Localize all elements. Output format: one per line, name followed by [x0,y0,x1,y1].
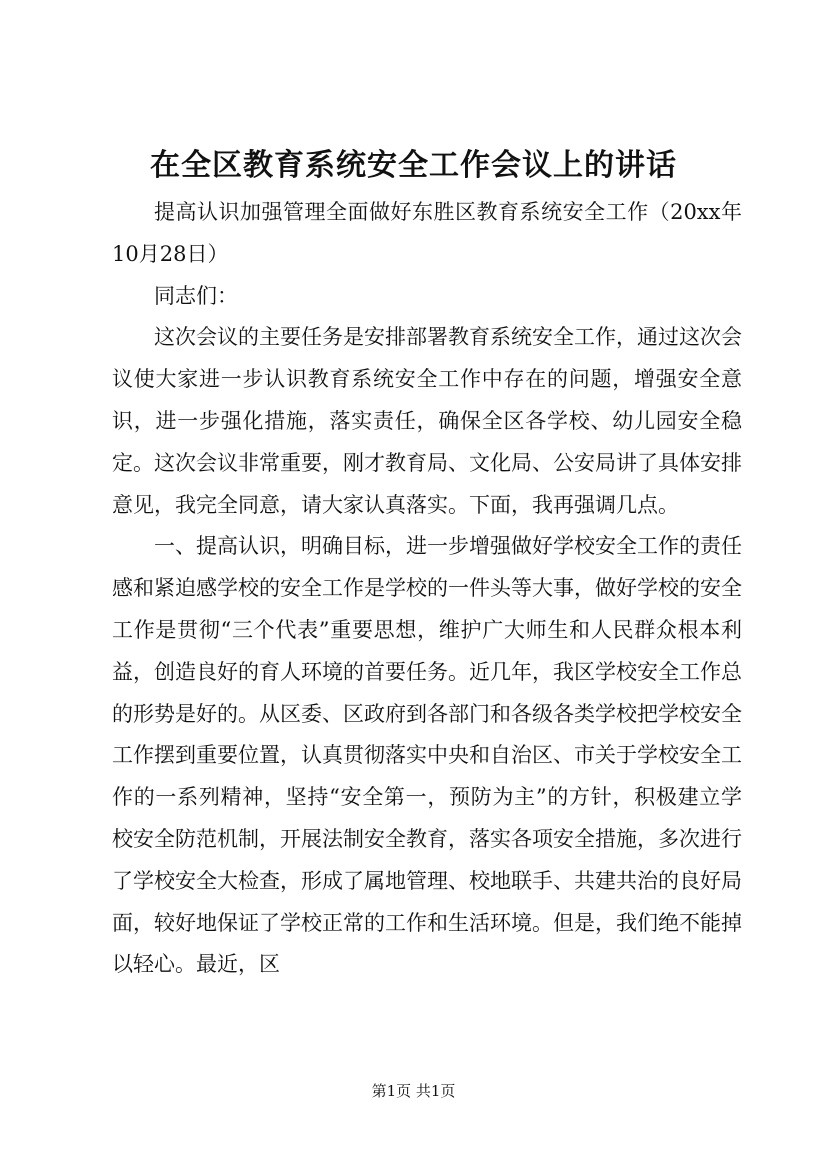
document-body [112,192,742,986]
paragraph-subtitle: 提高认识加强管理全面做好东胜区教育系统安全工作（20xx年10月28日） [112,200,742,266]
document-title: 在全区教育系统安全工作会议上的讲话 [150,148,677,183]
page-footer: 第1页 共1页 [371,1082,456,1100]
paragraph-section-one: 一、提高认识，明确目标，进一步增强做好学校安全工作的责任感和紧迫感学校的安全工作是学校的一件头等大事，做好学校的安全工作是贯彻“三个代表”重要思想，维护广大师生和人民群众根本利益，创造良好的育人环境的首要任务。近几年，我区学校安全工作总的形势是好的。从区委、区政府到各部门和各级各类学校把学校安全工作摆到重要位置，认真贯彻落实中央和自治区、市关于学校安全工作的一系列精神，坚持“安全第一，预防为主”的方针，积极建立学校安全防范机制，开展法制安全教育，落实各项安全措施，多次进行了学校安全大检查，形成了属地管理、校地联手、共建共治的良好局面，较好地保证了学校正常的工作和生活环境。但是，我们绝不能掉以轻心。最近，区 [112,534,742,977]
paragraph-intro: 这次会议的主要任务是安排部署教育系统安全工作，通过这次会议使大家进一步认识教育系统安全工作中存在的问题，增强安全意识，进一步强化措施，落实责任，确保全区各学校、幼儿园安全稳定。这次会议非常重要，刚才教育局、文化局、公安局讲了具体安排意见，我完全同意，请大家认真落实。下面，我再强调几点。 [112,325,742,517]
paragraph-salutation: 同志们： [154,283,238,308]
